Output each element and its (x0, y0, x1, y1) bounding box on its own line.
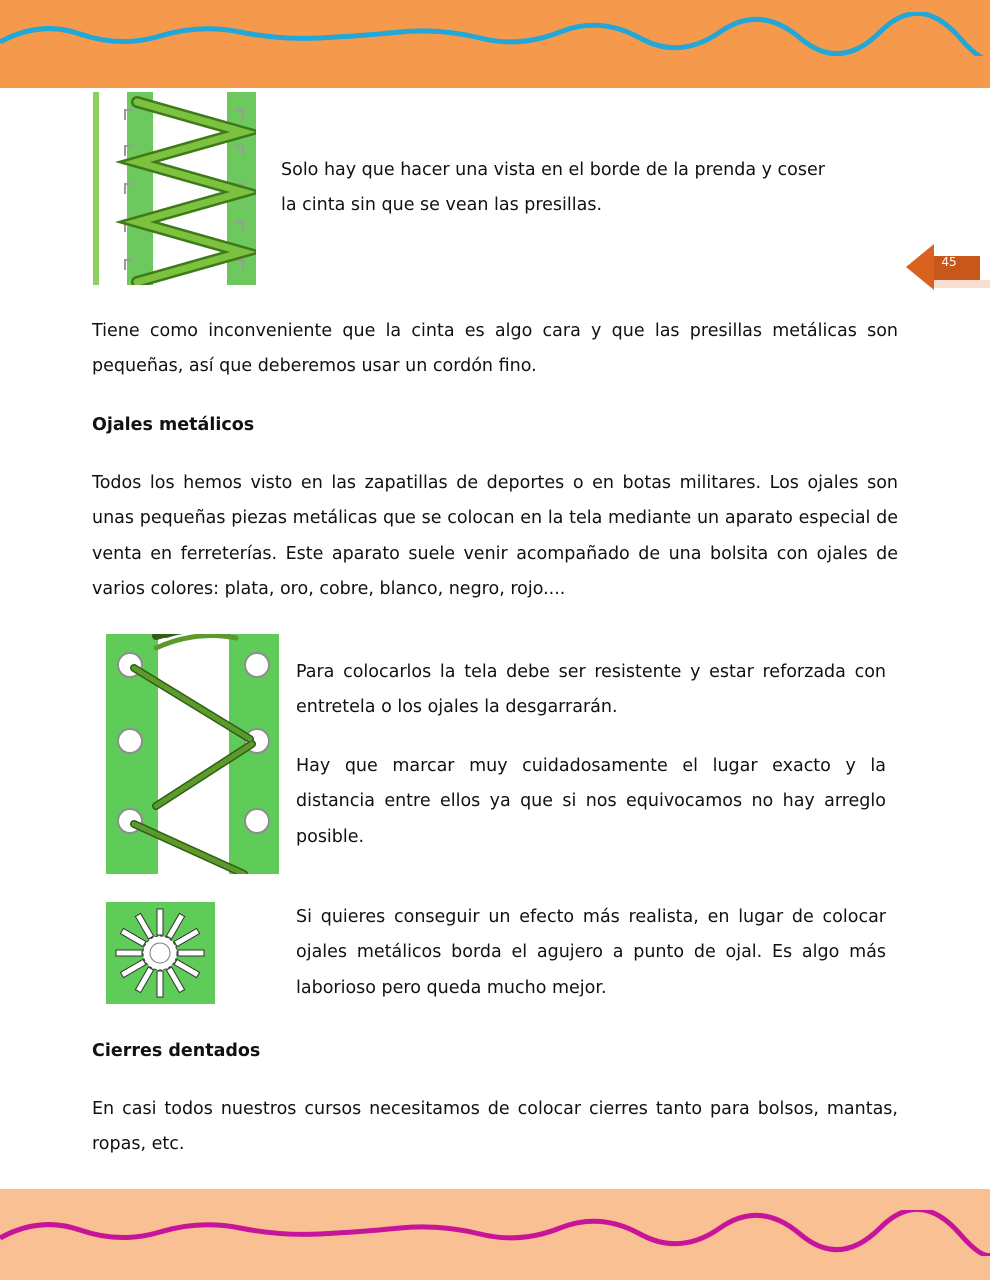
tape-lacing-illustration (93, 92, 256, 285)
figure2-text-colocar: Para colocarlos la tela debe ser resistente y estar reforzada con entretela o los ojales la desgarrarán. (296, 662, 886, 718)
figure2-text-marcar: Hay que marcar muy cuidadosamente el lugar exacto y la distancia entre ellos ya que si nos equivocamos no hay arreglo posible. (296, 756, 886, 847)
heading-ojales-metalicos: Ojales metálicos (92, 415, 255, 435)
paragraph-ojales-intro: Todos los hemos visto en las zapatillas de deportes o en botas militares. Los ojales son unas pequeñas piezas metálicas que se colocan en la tela mediante un aparato especial de venta en ferreterías. Este aparato suele venir acompañado de una bolsita con ojales de varios colores: plata, oro, cobre, blanco, negro, rojo.... (92, 473, 898, 599)
paragraph-cierres-intro: En casi todos nuestros cursos necesitamos de colocar cierres tanto para bolsos, mantas, ropas, etc. (92, 1099, 898, 1155)
buttonhole-eyelet-illustration (106, 902, 215, 1004)
header-wave-decoration (0, 12, 990, 56)
footer-wave-decoration (0, 1210, 990, 1256)
eyelet-lacing-illustration (106, 634, 279, 874)
figure3-text-punto-ojal: Si quieres conseguir un efecto más realista, en lugar de colocar ojales metálicos borda el agujero a punto de ojal. Es algo más laborioso pero queda mucho mejor. (296, 907, 886, 998)
page-number: 45 (941, 255, 957, 269)
paragraph-inconveniente: Tiene como inconveniente que la cinta es algo cara y que las presillas metálicas son pequeñas, así que deberemos usar un cordón fino. (92, 321, 898, 377)
figure1-caption: Solo hay que hacer una vista en el borde de la prenda y coser la cinta sin que se vean las presillas. (281, 160, 825, 216)
heading-cierres-dentados: Cierres dentados (92, 1041, 261, 1061)
